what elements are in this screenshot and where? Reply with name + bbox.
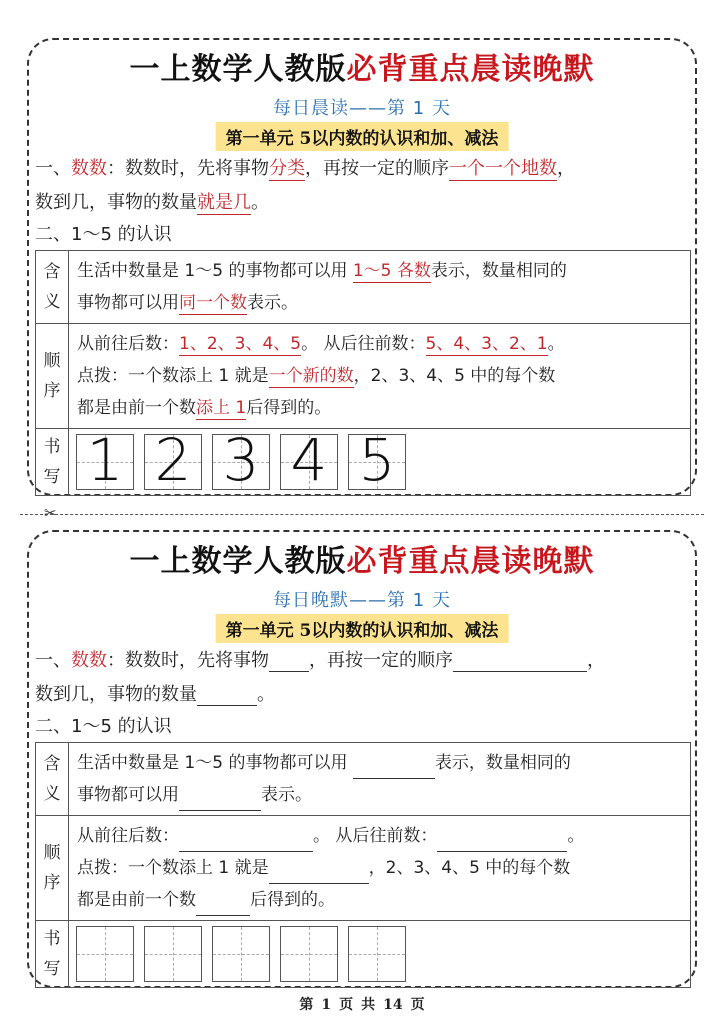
row-head-writing: 书写: [36, 921, 69, 988]
morning-reading-card: [27, 38, 697, 496]
fill-blank[interactable]: [453, 653, 587, 672]
fill-blank[interactable]: [269, 865, 369, 884]
text: 事物都可以用: [77, 293, 179, 313]
meaning-cell: [69, 251, 691, 324]
card-title: [29, 536, 695, 580]
title-part-red: 必背重点晨读晚默: [346, 52, 595, 87]
answer-add-one: 添上 1: [196, 398, 247, 418]
section-number: 一、: [35, 650, 71, 671]
section-two-heading: 二、1～5 的认识: [35, 224, 172, 245]
title-part-red: 必背重点晨读晚默: [346, 544, 595, 579]
text: 表示，数量相同的: [434, 753, 571, 773]
answer-one-by-one: 一个一个地数: [449, 158, 557, 179]
text: 点拨：一个数添上 1 就是: [77, 366, 269, 386]
text: 事物都可以用: [77, 785, 179, 805]
meaning-cell: [69, 743, 691, 816]
text: ，再按一定的顺序: [309, 650, 453, 671]
text: 表示。: [261, 785, 312, 805]
text: ，再按一定的顺序: [305, 158, 449, 179]
title-part-black: 一上数学人教版: [129, 544, 347, 579]
empty-writing-box[interactable]: [280, 926, 338, 982]
writing-box: [348, 426, 406, 494]
writing-cell: [69, 426, 691, 496]
page-footer: [0, 994, 724, 1014]
empty-writing-box[interactable]: [144, 926, 202, 982]
empty-writing-box[interactable]: [348, 926, 406, 982]
scissors-icon: ✂: [44, 504, 57, 522]
text: 后得到的。: [250, 890, 335, 910]
empty-writing-box[interactable]: [212, 926, 270, 982]
row-head-meaning: 含义: [36, 743, 69, 816]
counting-line-2: [35, 680, 275, 706]
row-head-meaning: 含义: [36, 251, 69, 324]
row-head-writing: 书写: [36, 429, 69, 496]
counting-line-1: [35, 646, 605, 672]
fill-blank[interactable]: [196, 897, 250, 916]
order-cell: [69, 816, 691, 921]
text: 页: [410, 997, 425, 1013]
fill-blank[interactable]: [353, 760, 435, 779]
fill-blank[interactable]: [179, 833, 313, 852]
writing-box: [144, 426, 202, 494]
text: 数到几，事物的数量: [35, 684, 197, 705]
page-number: 1: [321, 997, 332, 1013]
answer-numbers: 1～5 各数: [352, 261, 431, 281]
text: ，: [587, 650, 605, 671]
text: 。 从后往前数：: [313, 826, 438, 846]
text: ，2、3、4、5 中的每个数: [368, 858, 571, 878]
writing-box: [212, 426, 270, 494]
evening-dictation-card: [27, 530, 697, 988]
unit-heading: 第一单元 5以内数的认识和加、减法: [216, 614, 509, 643]
text: 都是由前一个数: [77, 890, 196, 910]
text: 。: [547, 334, 565, 354]
digit-glyph: 5: [358, 426, 396, 494]
text: 表示。: [247, 293, 298, 313]
text: 从前往后数：: [77, 334, 179, 354]
card-title: [29, 44, 695, 88]
day-subtitle: 每日晨读——第 1 天: [273, 98, 451, 119]
text: 第: [299, 997, 314, 1013]
answer-new-number: 一个新的数: [268, 366, 354, 386]
text: 页: [339, 997, 354, 1013]
writing-box: [280, 426, 338, 494]
row-head-order: 顺序: [36, 324, 69, 429]
text: ：数数时，先将事物: [107, 158, 269, 179]
answer-forward: 1、2、3、4、5: [179, 334, 302, 354]
text: 生活中数量是 1～5 的事物都可以用: [77, 753, 353, 773]
text: 后得到的。: [246, 398, 332, 418]
order-cell: [69, 324, 691, 429]
fill-blank[interactable]: [197, 687, 257, 706]
text: ：数数时，先将事物: [107, 650, 269, 671]
knowledge-table: [35, 742, 691, 988]
answer-is-number: 就是几: [197, 192, 251, 213]
answer-classify: 分类: [269, 158, 305, 179]
day-subtitle: 每日晚默——第 1 天: [273, 590, 451, 611]
answer-same-number: 同一个数: [179, 293, 247, 313]
text: 从前往后数：: [77, 826, 179, 846]
section-number: 一、: [35, 158, 71, 179]
digit-glyph: 1: [86, 426, 124, 494]
writing-box: [76, 426, 134, 494]
text: 表示，数量相同的: [430, 261, 567, 281]
counting-line-1: [35, 154, 575, 180]
answer-backward: 5、4、3、2、1: [425, 334, 548, 354]
digit-glyph: 3: [222, 426, 260, 494]
title-part-black: 一上数学人教版: [129, 52, 347, 87]
text: 数到几，事物的数量: [35, 192, 197, 213]
text: 。: [251, 192, 269, 213]
digit-glyph: 4: [290, 426, 328, 494]
digit-glyph: 2: [154, 426, 192, 494]
page-total: 14: [383, 997, 403, 1013]
counting-line-2: [35, 188, 269, 214]
fill-blank[interactable]: [437, 833, 567, 852]
text: 共: [361, 997, 376, 1013]
row-head-order: 顺序: [36, 816, 69, 921]
section-two-heading: 二、1～5 的认识: [35, 716, 172, 737]
fill-blank[interactable]: [269, 653, 309, 672]
empty-writing-box[interactable]: [76, 926, 134, 982]
keyword-counting: 数数: [71, 650, 107, 671]
writing-cell: [69, 921, 691, 988]
text: ，2、3、4、5 中的每个数: [353, 366, 556, 386]
keyword-counting: 数数: [71, 158, 107, 179]
unit-heading: 第一单元 5以内数的认识和加、减法: [216, 122, 509, 151]
text: 点拨：一个数添上 1 就是: [77, 858, 269, 878]
text: 生活中数量是 1～5 的事物都可以用: [77, 261, 353, 281]
text: 都是由前一个数: [77, 398, 196, 418]
cut-line: [20, 514, 704, 515]
text: 。 从后往前数：: [301, 334, 426, 354]
text: ，: [557, 158, 575, 179]
fill-blank[interactable]: [179, 792, 261, 811]
text: 。: [567, 826, 585, 846]
text: 。: [257, 684, 275, 705]
knowledge-table: [35, 250, 691, 496]
